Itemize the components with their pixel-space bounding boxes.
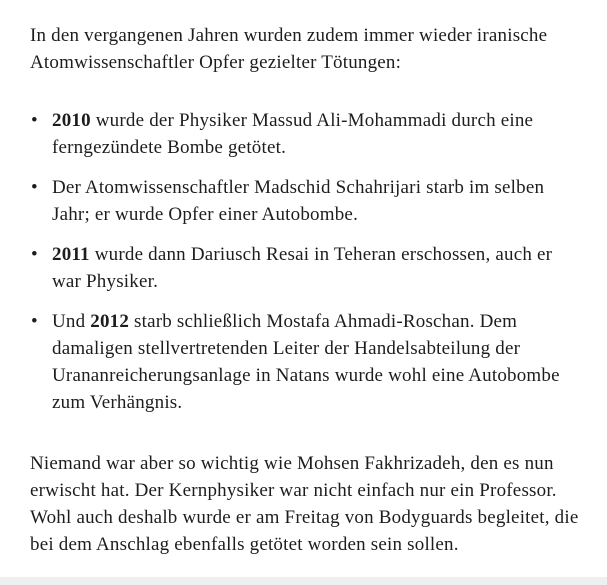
year-bold: 2012 [90, 311, 130, 332]
list-item [30, 174, 585, 228]
list-item [30, 107, 585, 161]
year-bold: 2010 [52, 110, 91, 131]
year-bold: 2011 [52, 244, 90, 265]
victims-list [30, 107, 585, 416]
list-item-text-pre: Und [52, 311, 91, 332]
bullet-icon: • [31, 177, 38, 198]
footer-band [0, 577, 607, 585]
bullet-icon: • [31, 244, 38, 265]
list-item-text: wurde der Physiker Massud Ali-Mohammadi durch eine ferngezündete Bombe getötet. [52, 110, 534, 158]
list-item [30, 241, 585, 295]
list-item-text: Der Atomwissenschaftler Madschid Schahrijari starb im selben Jahr; er wurde Opfer einer Autobombe. [52, 177, 545, 225]
intro-paragraph: In den vergangenen Jahren wurden zudem immer wieder iranische Atomwissenschaftler Opfer gezielter Tötungen: [30, 25, 548, 73]
list-item-text: wurde dann Dariusch Resai in Teheran erschossen, auch er war Physiker. [52, 244, 553, 292]
list-item [30, 308, 585, 416]
list-item-text: starb schließlich Mostafa Ahmadi-Roschan. Dem damaligen stellvertretenden Leiter der Handelsabteilung der Urananreicherungsanlage in Natans wurde wohl eine Autobombe zum Verhängnis. [52, 311, 560, 413]
outro-paragraph: Niemand war aber so wichtig wie Mohsen Fakhrizadeh, den es nun erwischt hat. Der Kernphysiker war nicht einfach nur ein Professor. Wohl auch deshalb wurde er am Freitag von Bodyguards begleitet, die bei dem Anschlag ebenfalls getötet worden sein sollen. [30, 453, 579, 555]
bullet-icon: • [31, 110, 38, 131]
bullet-icon: • [31, 311, 38, 332]
